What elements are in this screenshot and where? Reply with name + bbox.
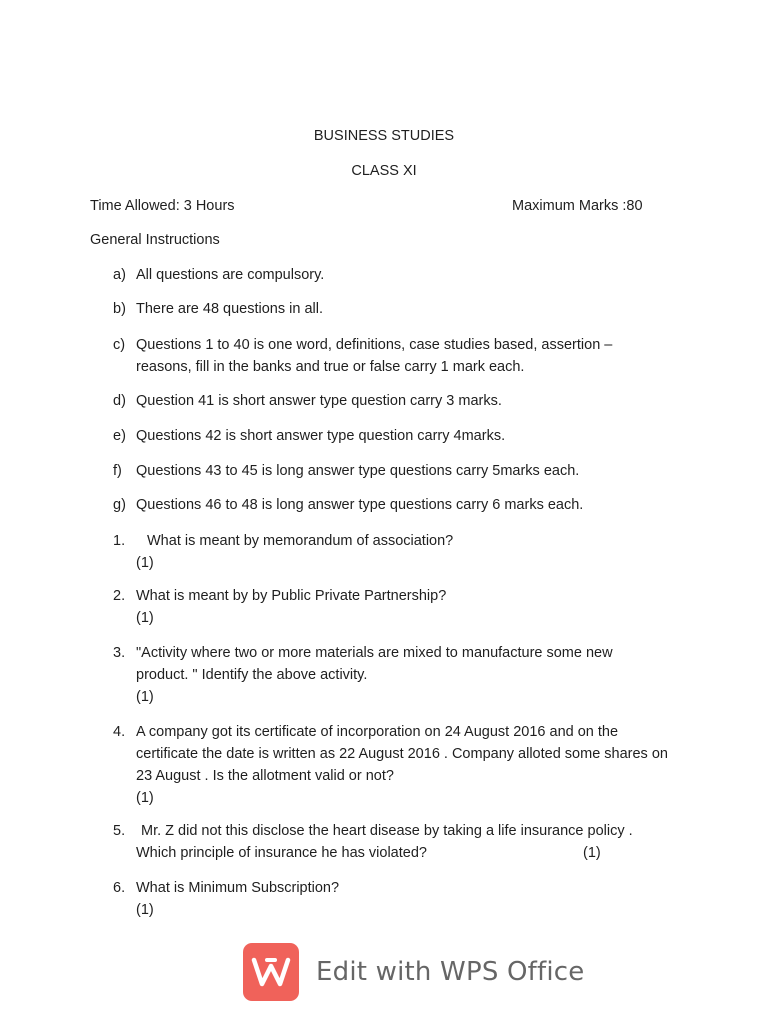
time-allowed: Time Allowed: 3 Hours — [90, 198, 235, 214]
maximum-marks: Maximum Marks :80 — [512, 198, 643, 214]
instructions-heading: General Instructions — [90, 232, 220, 248]
question-number: 2. — [113, 588, 126, 604]
question-text: "Activity where two or more materials are mixed to manufacture some new product. " Identify the above activity. — [136, 645, 613, 683]
instruction-text: Question 41 is short answer type question carry 3 marks. — [136, 393, 502, 409]
instruction-marker: e) — [113, 428, 126, 444]
question-mark: (1) — [136, 790, 154, 806]
class-title: CLASS XI — [351, 163, 417, 179]
question-number: 1. — [113, 533, 126, 549]
instruction-marker: c) — [113, 337, 126, 353]
instruction-text: Questions 43 to 45 is long answer type questions carry 5marks each. — [136, 463, 580, 479]
instruction-text: Questions 1 to 40 is one word, definitions, case studies based, assertion – reasons, fill in the banks and true or false carry 1 mark each. — [136, 337, 613, 375]
question-mark: (1) — [136, 555, 154, 571]
question-mark: (1) — [136, 902, 154, 918]
question-mark: (1) — [136, 610, 154, 626]
question-number: 5. — [113, 823, 126, 839]
question-text: What is Minimum Subscription? — [136, 880, 340, 896]
instruction-text: Questions 42 is short answer type question carry 4marks. — [136, 428, 506, 444]
question-text: What is meant by memorandum of association? — [147, 533, 454, 549]
question-text: A company got its certificate of incorporation on 24 August 2016 and on the certificate the date is written as 22 August 2016 . Company alloted some shares on 23 August . Is the allotment valid or not? — [136, 724, 668, 784]
instruction-marker: a) — [113, 267, 126, 283]
subject-title: BUSINESS STUDIES — [313, 128, 455, 144]
instruction-text: There are 48 questions in all. — [136, 301, 323, 317]
instruction-marker: f) — [113, 463, 122, 479]
instruction-marker: d) — [113, 393, 126, 409]
question-number: 6. — [113, 880, 126, 896]
edit-with-wps-button[interactable] — [243, 943, 584, 1001]
question-number: 4. — [113, 724, 126, 740]
instruction-marker: b) — [113, 301, 126, 317]
question-number: 3. — [113, 645, 126, 661]
wps-office-logo-icon — [243, 943, 299, 1001]
question-text: Mr. Z did not this disclose the heart disease by taking a life insurance policy . Which principle of insurance he has violated? — [136, 823, 633, 861]
instruction-text: All questions are compulsory. — [136, 267, 325, 283]
question-mark: (1) — [583, 845, 601, 861]
question-mark: (1) — [136, 689, 154, 705]
edit-with-wps-label: Edit with WPS Office — [316, 957, 585, 987]
instruction-text: Questions 46 to 48 is long answer type questions carry 6 marks each. — [136, 497, 584, 513]
question-text: What is meant by by Public Private Partnership? — [136, 588, 447, 604]
instruction-marker: g) — [113, 497, 126, 513]
